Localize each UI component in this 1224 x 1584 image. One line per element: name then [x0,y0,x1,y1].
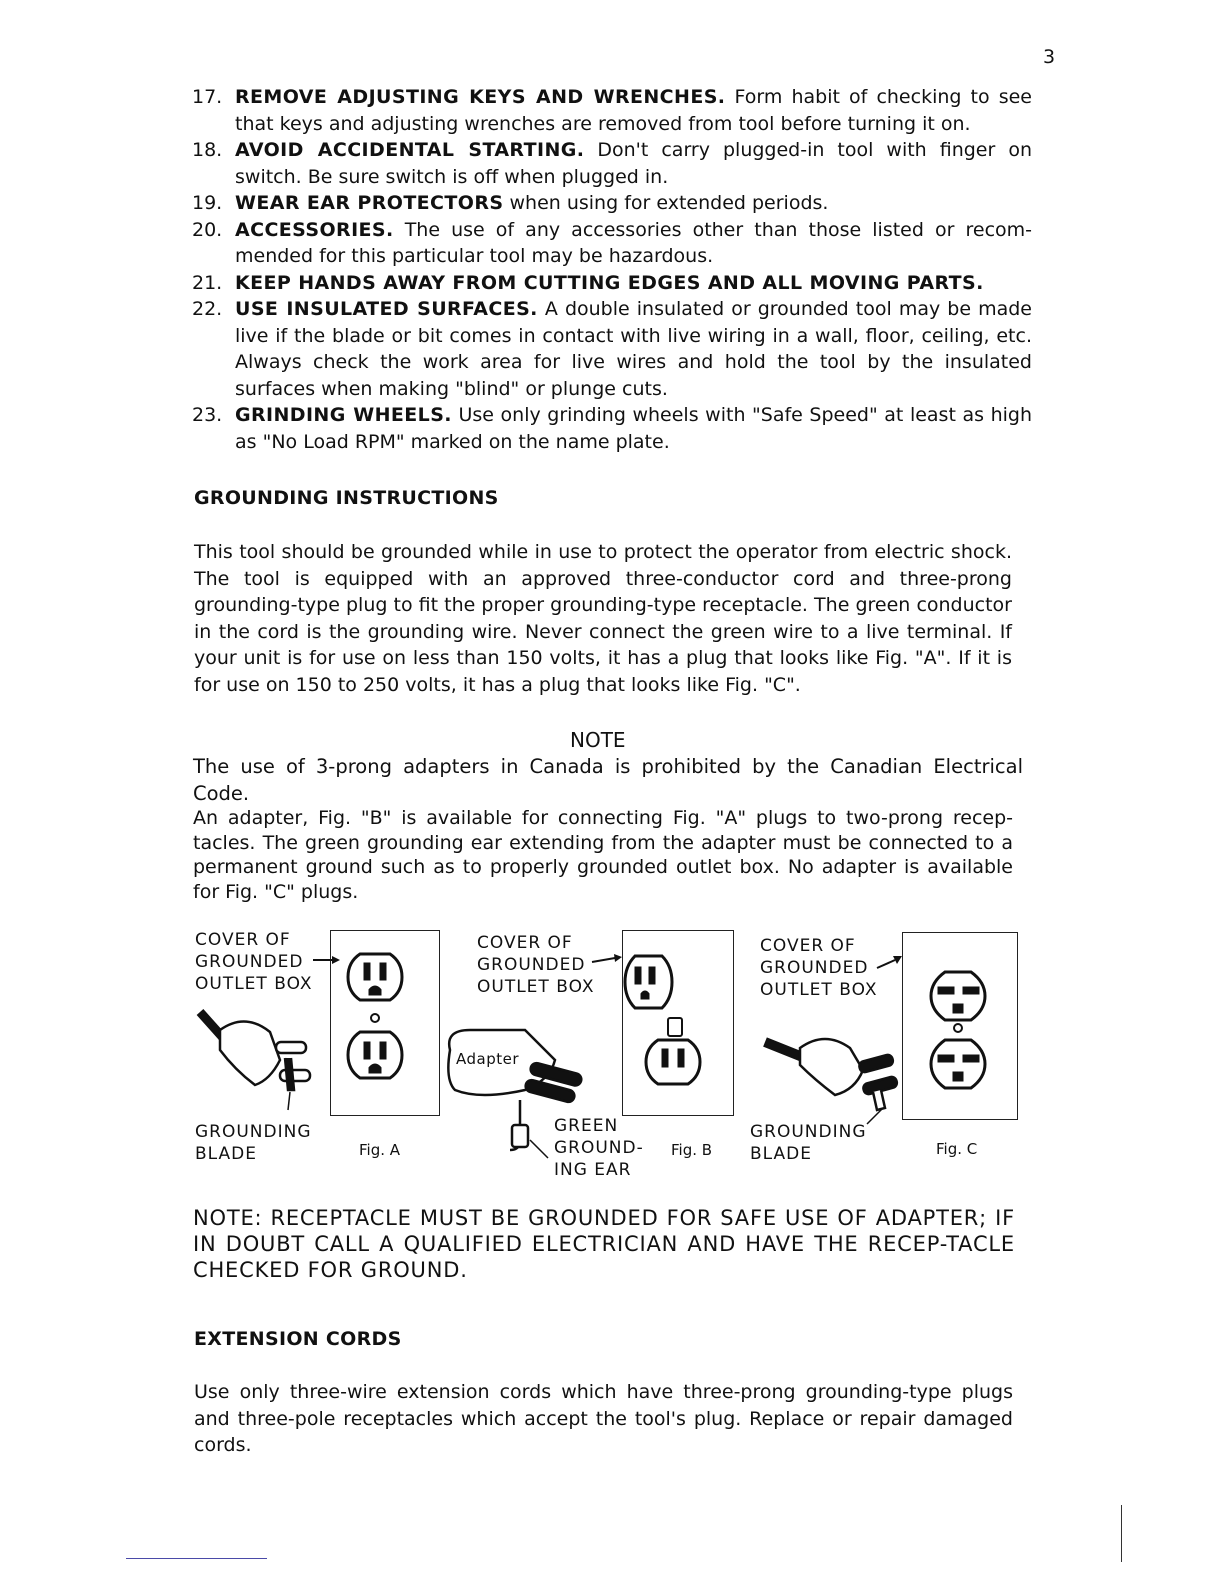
rule-text: Form habit of checking to see that keys and adjusting wrenches are removed from tool before turning it on. [235,86,1032,135]
canada-note: The use of 3-prong adapters in Canada is prohibited by the Canadian Electrical Code. [193,755,1023,805]
label-line: GREEN [554,1116,619,1136]
rule-title: WEAR EAR PROTECTORS [235,192,504,214]
label-line: GROUNDED [477,955,586,975]
fig-c-blade-pointer [867,1108,883,1124]
label-line: COVER OF [477,933,573,953]
rule-text: Don't carry plugged-in tool with finger on switch. Be sure switch is off when plugged in. [235,139,1032,188]
fig-c-receptacle-bottom [931,1040,985,1088]
fig-a-caption: Fig. A [359,1141,401,1159]
rule-title: KEEP HANDS AWAY FROM CUTTING EDGES AND ALL MOVING PARTS. [235,271,984,294]
fig-b-ground-ear-on-outlet [668,1018,682,1036]
rule-number: 19. [192,192,223,214]
label-line: OUTLET BOX [760,980,878,1000]
rule-number: 21. [192,271,223,294]
fig-a-blade-pointer [288,1092,290,1110]
fig-c-receptacle-top [931,972,985,1020]
extension-cords-heading: EXTENSION CORDS [194,1328,402,1350]
rule-number: 17. [192,86,223,108]
rule-22 [192,296,1032,402]
fig-c-plug [765,1039,898,1110]
label-line: BLADE [195,1144,257,1164]
fig-a-blade-label [195,1121,312,1165]
extension-cords-paragraph: Use only three-wire extension cords which have three-prong grounding-type plugs and three-pole receptacles which accept the tool's plug. Replace or repair damaged cords. [194,1381,1013,1456]
rule-19 [192,190,1032,217]
label-line: OUTLET BOX [477,977,595,997]
rule-text: A double insulated or grounded tool may be made live if the blade or bit comes in contact with live wiring in a wall, floor, ceiling, etc. Always check the work area for live wires and hold the tool by the insulated surfaces when making "blind" or plunge cuts. [235,298,1033,400]
label-line: GROUNDING [195,1122,312,1142]
label-line: GROUNDED [760,958,869,978]
label-line: GROUND- [554,1138,644,1158]
fig-a-receptacle-bottom [348,1032,402,1078]
fig-b-leader-arrowhead [614,954,622,962]
rule-text: The use of any accessories other than those listed or recom-mended for this particular tool may be hazardous. [235,218,1033,267]
fig-b-leader-arrow [592,958,615,962]
rule-number: 18. [192,139,223,161]
rule-title: AVOID ACCIDENTAL STARTING. [235,139,585,161]
rule-number: 20. [192,218,223,241]
rule-title: USE INSULATED SURFACES. [235,298,538,320]
grounding-paragraph: This tool should be grounded while in use to protect the operator from electric shock. The tool is equipped with an approved three-conductor cord and three-prong grounding-type plug to fit the proper grounding-type receptacle. The green conductor in the cord is the grounding wire. Never connect the green wire to a live terminal. If your unit is for use on less than 150 volts, it has a plug that looks like Fig. "A". If it is for use on 150 to 250 volts, it has a plug that looks like Fig. "C". [194,541,1012,696]
fig-b-caption: Fig. B [671,1141,713,1159]
label-line: COVER OF [760,936,856,956]
fig-c-blade-label [750,1121,867,1165]
rule-title: ACCESSORIES. [235,218,394,241]
fig-b-ear-pointer [530,1140,548,1158]
fig-a-screw [371,1014,379,1022]
fig-b-ear-label [554,1115,644,1181]
label-line: COVER OF [195,930,291,950]
page-number: 3 [1043,46,1056,68]
rule-text: Use only grinding wheels with "Safe Speed" at least as high as "No Load RPM" marked on the name plate. [235,404,1032,453]
fig-a-receptacle-top [348,954,402,1000]
receptacle-warning: NOTE: RECEPTACLE MUST BE GROUNDED FOR SAFE USE OF ADAPTER; IF IN DOUBT CALL A QUALIFIED ELECTRICIAN AND HAVE THE RECEP-TACLE CHECKED FOR GROUND. [193,1206,1015,1282]
rule-21 [192,270,1032,297]
label-line: OUTLET BOX [195,974,313,994]
rule-20 [192,217,1032,270]
fig-b-illustration [440,940,740,1120]
fig-a-leader-arrowhead [332,956,340,964]
rule-18 [192,137,1032,190]
bottom-right-rule [1121,1505,1122,1562]
fig-b-adapter-on-outlet [625,956,672,1008]
adapter-paragraph: An adapter, Fig. "B" is available for connecting Fig. "A" plugs to two-prong recep-tacles. The green grounding ear extending from the adapter must be connected to a permanent ground such as to properly grounded outlet box. No adapter is available for Fig. "C" plugs. [193,807,1013,903]
label-line: ING EAR [554,1160,632,1180]
note-title: NOTE [570,728,626,752]
grounding-heading: GROUNDING INSTRUCTIONS [194,487,499,509]
fig-b-adapter-label: Adapter [456,1050,520,1068]
label-line: GROUNDING [750,1122,867,1142]
rule-23 [192,402,1032,455]
fig-c-illustration [755,940,1025,1120]
rule-number: 23. [192,404,223,426]
rule-title: REMOVE ADJUSTING KEYS AND WRENCHES. [235,86,726,108]
fig-c-caption: Fig. C [936,1140,978,1158]
rule-number: 22. [192,298,223,320]
fig-c-screw [954,1024,962,1032]
label-line: BLADE [750,1144,812,1164]
bottom-left-rule [126,1558,267,1559]
rule-title: GRINDING WHEELS. [235,404,452,426]
fig-a-plug [200,1012,310,1090]
rule-text: when using for extended periods. [509,192,829,214]
fig-a-illustration [190,940,450,1120]
fig-b-receptacle-bottom [646,1040,700,1084]
label-line: GROUNDED [195,952,304,972]
safety-rules-list [192,84,1032,455]
fig-c-leader-arrow [877,960,895,968]
rule-17 [192,84,1032,137]
